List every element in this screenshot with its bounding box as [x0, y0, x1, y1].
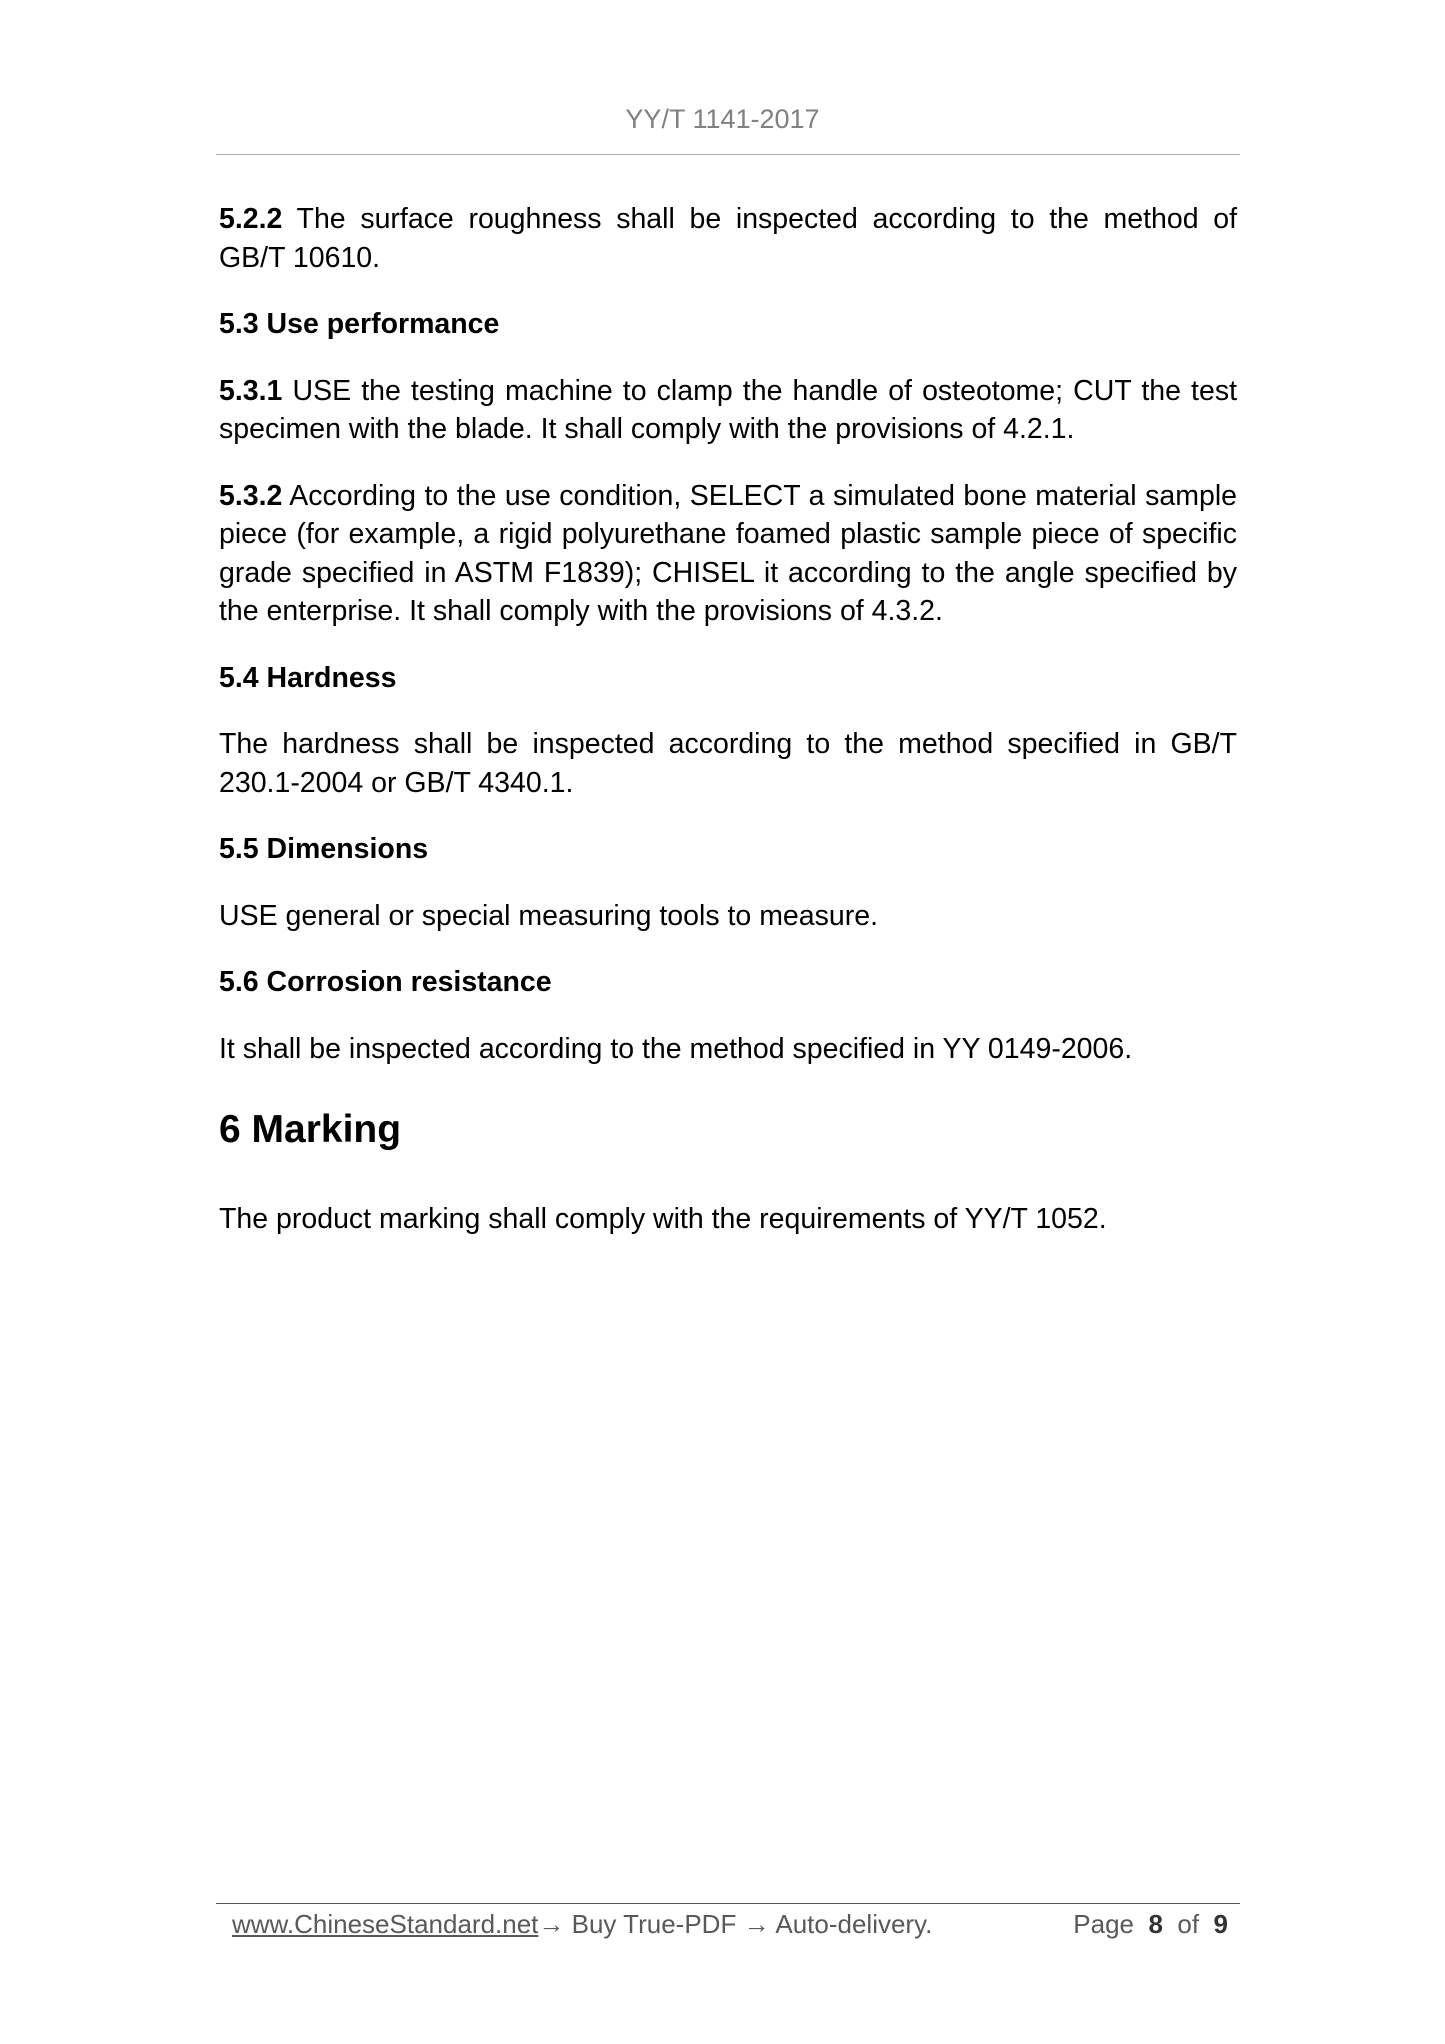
- arrow-right-icon: →: [538, 1909, 565, 1939]
- section-5-6-text: It shall be inspected according to the method specified in YY 0149-2006.: [219, 1032, 1133, 1065]
- clause-text: USE the testing machine to clamp the handle of osteotome; CUT the test specimen with the blade. It shall comply with the provisions of 4.2.1.: [219, 374, 1237, 445]
- clause-number: 5.3.1: [219, 374, 283, 407]
- section-5-5-text: USE general or special measuring tools to measure.: [219, 899, 878, 932]
- section-heading-5-4: 5.4 Hardness: [219, 661, 397, 694]
- clause-number: 5.3.2: [219, 479, 283, 512]
- website-link[interactable]: www.ChineseStandard.net: [232, 1909, 539, 1939]
- page-label: Page: [1073, 1909, 1135, 1939]
- page-current: 8: [1148, 1909, 1163, 1939]
- clause-5-2-2: [219, 200, 1237, 277]
- auto-delivery-text: Auto-delivery.: [769, 1909, 933, 1939]
- clause-text: The surface roughness shall be inspected according to the method of GB/T 10610.: [219, 203, 1237, 274]
- document-body: [219, 200, 1237, 1267]
- header-divider: [216, 154, 1240, 155]
- clause-5-3-2: [219, 477, 1237, 631]
- clause-text: According to the use condition, SELECT a simulated bone material sample piece (for example, a rigid polyurethane foamed plastic sample piece of specific grade specified in ASTM F1839); CHISEL it according to the angle specified by the enterprise. It shall comply with the provisions of 4.3.2.: [219, 479, 1237, 627]
- clause-5-3-1: [219, 372, 1237, 449]
- chapter-6-text: The product marking shall comply with the requirements of YY/T 1052.: [219, 1203, 1107, 1235]
- chapter-heading-6: 6 Marking: [219, 1108, 402, 1151]
- clause-number: 5.2.2: [219, 203, 283, 235]
- page-of: of: [1177, 1909, 1200, 1939]
- buy-true-pdf-text: Buy True-PDF: [564, 1909, 744, 1939]
- section-heading-5-3: 5.3 Use performance: [219, 308, 500, 340]
- page-footer: [232, 1904, 1232, 1944]
- page-header-standard-id: YY/T 1141-2017: [625, 104, 820, 134]
- page-total: 9: [1213, 1909, 1228, 1939]
- section-heading-5-5: 5.5 Dimensions: [219, 833, 429, 865]
- arrow-right-icon: →: [743, 1909, 770, 1939]
- page-number: [1073, 1904, 1228, 1944]
- section-heading-5-6: 5.6 Corrosion resistance: [219, 966, 552, 998]
- section-5-4-text: The hardness shall be inspected according to the method specified in GB/T 230.1-2004 or GB/T 4340.1.: [219, 728, 1237, 799]
